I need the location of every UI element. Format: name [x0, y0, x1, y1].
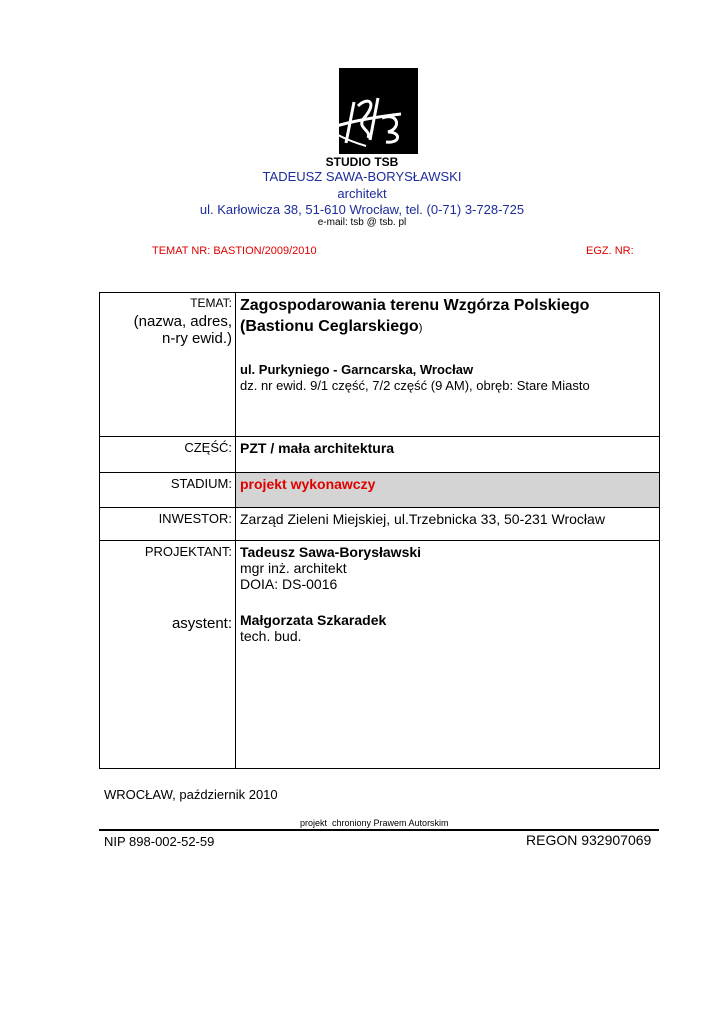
- owner-name: TADEUSZ SAWA-BORYSŁAWSKI: [262, 169, 462, 184]
- asystent-label: asystent:: [171, 615, 232, 632]
- stadium-label: STADIUM:: [100, 473, 236, 508]
- tsb-signature-logo: [306, 88, 416, 148]
- place-date: WROCŁAW, październik 2010: [104, 787, 278, 802]
- projektant-name: Tadeusz Sawa-Borysławski: [240, 544, 422, 560]
- stadium-value: projekt wykonawczy: [236, 473, 660, 508]
- asystent-name: Małgorzata Szkaradek: [240, 612, 387, 628]
- egz-number: EGZ. NR:: [586, 245, 634, 257]
- table-row-czesc: [100, 437, 660, 473]
- studio-address: ul. Karłowicza 38, 51-610 Wrocław, tel. (0-71) 3-728-725: [199, 202, 525, 217]
- inwestor-label: INWESTOR:: [100, 508, 236, 541]
- project-parcels: dz. nr ewid. 9/1 część, 7/2 część (9 AM), obręb: Stare Miasto: [240, 378, 590, 393]
- studio-email: e-mail: tsb @ tsb. pl: [317, 217, 407, 228]
- table-row-temat: [100, 293, 660, 437]
- temat-number: TEMAT NR: BASTION/2009/2010: [152, 245, 317, 257]
- owner-role: architekt: [337, 186, 387, 201]
- table-row-projektant: [100, 541, 660, 769]
- temat-sublabel-1: (nazwa, adres,: [133, 313, 232, 330]
- project-street: ul. Purkyniego - Garncarska, Wrocław: [240, 362, 474, 377]
- czesc-label: CZĘŚĆ:: [100, 437, 236, 473]
- project-table: [99, 292, 660, 769]
- footer-divider: [99, 829, 659, 831]
- temat-value-cell: [236, 293, 660, 437]
- inwestor-value: Zarząd Zieleni Miejskiej, ul.Trzebnicka 33, 50-231 Wrocław: [236, 508, 660, 541]
- temat-label: TEMAT:: [190, 296, 232, 310]
- table-row-inwestor: [100, 508, 660, 541]
- regon-number: REGON 932907069: [526, 832, 652, 848]
- temat-label-cell: [100, 293, 236, 437]
- asystent-title: tech. bud.: [240, 628, 302, 644]
- czesc-value: PZT / mała architektura: [236, 437, 660, 473]
- projektant-doia: DOIA: DS-0016: [240, 576, 338, 592]
- studio-name: STUDIO TSB: [325, 155, 399, 169]
- table-row-stadium: [100, 473, 660, 508]
- projektant-label-cell: [100, 541, 236, 769]
- project-title-line2: (Bastionu Ceglarskiego: [240, 318, 419, 335]
- project-title-line1: Zagospodarowania terenu Wzgórza Polskiego: [240, 297, 590, 314]
- projektant-label: PROJEKTANT:: [144, 544, 232, 559]
- studio-logo: [339, 68, 418, 154]
- copyright-note: projekt chroniony Prawem Autorskim: [300, 818, 449, 828]
- temat-sublabel-2: n-ry ewid.): [161, 330, 232, 347]
- projektant-title: mgr inż. architekt: [240, 560, 347, 576]
- projektant-value-cell: [236, 541, 660, 769]
- project-title-paren: ): [418, 322, 423, 334]
- nip-number: NIP 898-002-52-59: [104, 834, 215, 849]
